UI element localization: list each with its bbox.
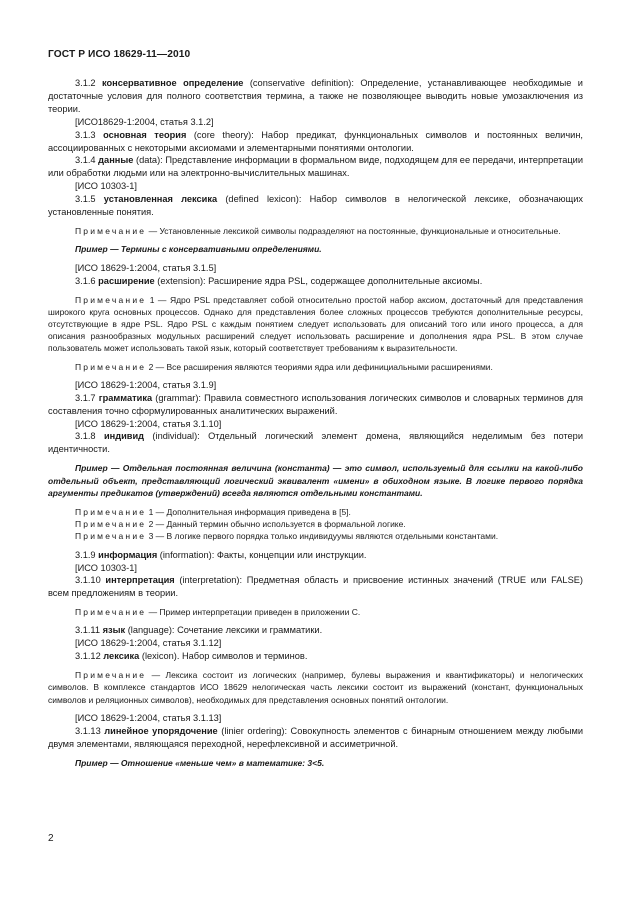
definition-3-1-5 <box>48 193 583 219</box>
definition-3-1-8 <box>48 430 583 456</box>
clause-number: 3.1.5 <box>75 194 96 205</box>
term: основная теория <box>103 129 187 140</box>
clause-number: 3.1.12 <box>75 651 101 662</box>
definition-text: (defined lexicon): Набор символов в нелогической лексике, обозначающих установленные понятия. <box>48 194 583 218</box>
clause-number: 3.1.3 <box>75 129 96 140</box>
note-label: Примечание <box>75 670 147 681</box>
page-header: ГОСТ Р ИСО 18629-11—2010 <box>48 49 191 60</box>
term: расширение <box>98 275 155 286</box>
note-text: 3 — В логике первого порядка только индивидуумы являются отдельными константами. <box>146 531 499 542</box>
clause-number: 3.1.4 <box>75 155 96 166</box>
definition-text: (individual): Отдельный логический элемент домена, являющийся неделимым без потери идентичности. <box>48 431 583 455</box>
term: данные <box>98 155 134 166</box>
source-reference: [ИСО 18629-1:2004, статья 3.1.13] <box>75 712 222 723</box>
definition-3-1-13 <box>48 725 583 751</box>
note-label: Примечание <box>75 361 147 372</box>
clause-number: 3.1.7 <box>75 392 96 403</box>
term: интерпретация <box>105 575 175 586</box>
clause-number: 3.1.2 <box>75 78 96 88</box>
source-reference: [ИСО 18629-1:2004, статья 3.1.5] <box>75 262 217 273</box>
note-text: — Пример интерпретации приведен в приложении С. <box>146 607 361 618</box>
definition-3-1-12 <box>48 650 583 663</box>
definition-3-1-9 <box>48 549 583 562</box>
definition-3-1-7 <box>48 392 583 418</box>
page-number: 2 <box>48 833 54 844</box>
note-label: Примечание <box>75 531 147 542</box>
note-text: — Установленные лексикой символы подразделяют на постоянные, функциональные и относительные. <box>148 225 561 236</box>
page-content <box>48 77 583 775</box>
clause-number: 3.1.13 <box>75 725 101 736</box>
note-label: Примечание <box>75 607 147 618</box>
term: информация <box>98 549 158 560</box>
clause-number: 3.1.10 <box>75 575 101 586</box>
note-text: 1 — Ядро PSL представляет собой относительно простой набор аксиом, достаточный для представления широкого круга основных процессов. Однако для представления более сложных процессов требуются дополнительные ресурсы, отсутствующие в ядре PSL. Ядро PSL с каждым понятием следует использовать для описаний того или иного процесса, а для описания разнообразных модульных расширений следует использовать расширение и дополнения ядра PSL. В этом случае пользователь может использовать такой язык, который соответствует требованиям к выразительности. <box>48 294 583 354</box>
term: лексика <box>103 651 140 662</box>
example: Пример — Отдельная постоянная величина (константа) — это символ, используемый для ссылки на какой-либо отдельный объект, представляющий логический эквивалент «имени» в обиходном языке. В логике первого порядка аргументы предикатов (утверждений) всегда являются отдельными константами. <box>48 463 583 499</box>
definition-text: (lexicon). Набор символов и терминов. <box>139 651 308 662</box>
note-text: 1 — Дополнительная информация приведена в [5]. <box>146 507 351 518</box>
definition-3-1-4 <box>48 154 583 180</box>
term: грамматика <box>98 392 153 403</box>
note-text: — Лексика состоит из логических (например, булевы выражения и квантификаторы) и нелогических символов. В комплексе стандартов ИСО 18629 нелогическая часть лексики состоит из выражений (констант, функциональных символов и реляционных символов), необходимых для представления основных понятий онтологии. <box>48 670 583 705</box>
definition-text: (information): Факты, концепции или инструкции. <box>157 549 367 560</box>
note <box>48 225 583 237</box>
note-label: Примечание <box>75 507 147 518</box>
note <box>48 294 583 355</box>
definition-3-1-10 <box>48 574 583 600</box>
term: язык <box>102 625 126 636</box>
term: линейное упорядочение <box>104 725 218 736</box>
example: Пример — Термины с консервативными определениями. <box>75 244 322 255</box>
definition-text: (linier ordering): Совокупность элементов с бинарным отношением между любыми двумя элементами, являющаяся переходной, нерефлексивной и ассиметричной. <box>48 725 583 749</box>
definition-3-1-11 <box>48 624 583 637</box>
notes-group <box>48 506 583 543</box>
definition-3-1-6 <box>48 275 583 288</box>
note-label: Примечание <box>75 225 147 236</box>
definition-text: (conservative definition): Определение, устанавливающее необходимые и достаточные условия для полного соответствия термина, а также не позволяющее выводить новые умозаключения из теории. <box>48 78 583 114</box>
source-reference: [ИСО 18629-1:2004, статья 3.1.10] <box>75 418 222 429</box>
note <box>48 669 583 706</box>
note <box>48 530 583 542</box>
note-label: Примечание <box>75 294 147 305</box>
note <box>48 506 583 518</box>
source-reference: [ИСО 18629-1:2004, статья 3.1.12] <box>75 638 222 649</box>
definition-text: (interpretation): Предметная область и присвоение истинных значений (TRUE или FALSE) всем предложениям в теории. <box>48 575 583 599</box>
term: установленная лексика <box>103 194 218 205</box>
note-label: Примечание <box>75 519 147 530</box>
note <box>48 606 583 618</box>
source-reference: [ИСО 10303-1] <box>75 562 137 573</box>
clause-number: 3.1.8 <box>75 431 96 442</box>
note-text: 2 — Данный термин обычно используется в формальной логике. <box>146 519 406 530</box>
definition-3-1-3 <box>48 129 583 155</box>
definition-text: (core theory): Набор предикат, функциональных символов и постоянных величин, ассоциированных с некоторыми аксиомами и элементарными понятиями онтологии. <box>48 129 584 153</box>
source-reference: [ИСО18629-1:2004, статья 3.1.2] <box>75 116 214 127</box>
clause-number: 3.1.11 <box>75 625 101 636</box>
note <box>48 518 583 530</box>
definition-3-1-2 <box>48 77 583 116</box>
definition-text: (language): Сочетание лексики и грамматики. <box>125 625 323 636</box>
note-text: 2 — Все расширения являются теориями ядра или дефинициальными расширениями. <box>146 361 493 372</box>
source-reference: [ИСО 18629-1:2004, статья 3.1.9] <box>75 379 217 390</box>
clause-number: 3.1.6 <box>75 275 96 286</box>
source-reference: [ИСО 10303-1] <box>75 181 137 192</box>
definition-text: (data): Представление информации в формальном виде, подходящем для ее передачи, интерпретации или обработки людьми или на электронно-вычислительных машинах. <box>48 155 583 179</box>
definition-text: (grammar): Правила совместного использования логических символов и словарных терминов для составления точно сформулированных аналитических выражений. <box>48 392 583 416</box>
definition-text: (extension): Расширение ядра PSL, содержащее дополнительные аксиомы. <box>154 275 483 286</box>
clause-number: 3.1.9 <box>75 549 96 560</box>
term: консервативное определение <box>101 78 244 88</box>
example: Пример — Отношение «меньше чем» в математике: 3<5. <box>75 757 325 768</box>
term: индивид <box>103 431 145 442</box>
note <box>48 361 583 373</box>
